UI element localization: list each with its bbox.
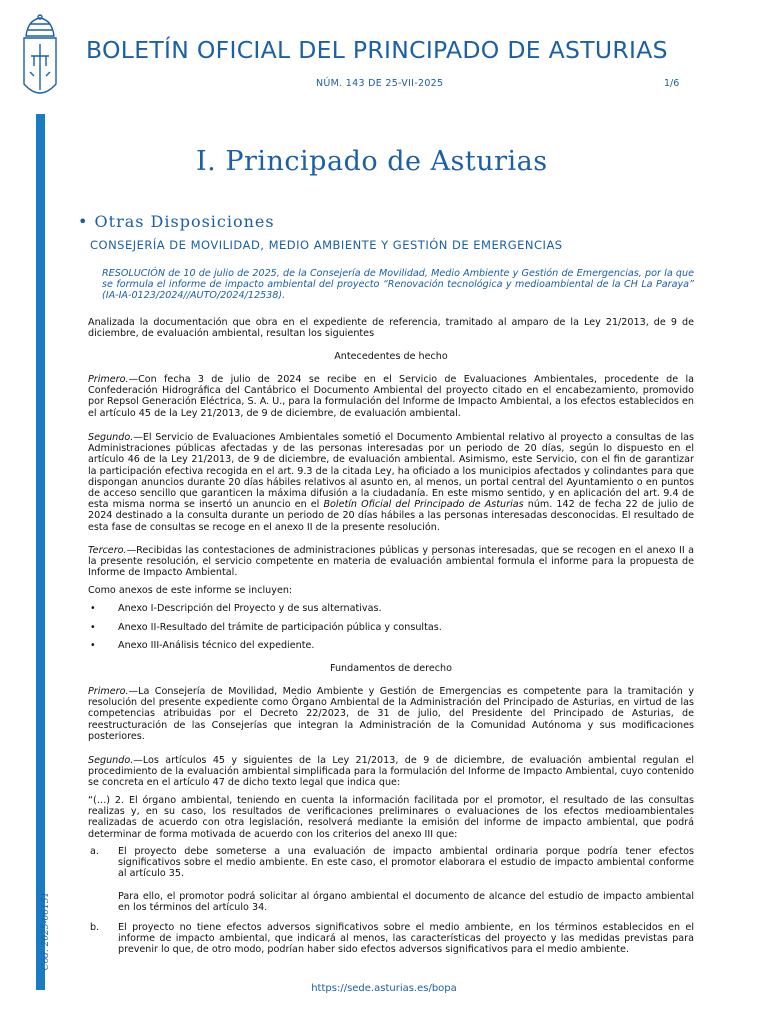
- page-number: 1/6: [664, 78, 680, 89]
- fundamento-primero-text: —La Consejería de Movilidad, Medio Ambiente y Gestión de Emergencias es competente para la tramitación y resolución del presente expediente como Órgano Ambiental de la Administración del Principado de Asturias, en virtud de las competencias atribuidas por el Decreto 22/2023, de 31 de julio, del Presidente del Principado de Asturias, de reestructuración de las Consejerías que integran la Administración de la Comunidad Autónoma y sus modificaciones posteriores.: [88, 686, 694, 742]
- anexo-item: Anexo I-Descripción del Proyecto y de sus alternativas.: [118, 603, 382, 614]
- item-marker: b.: [90, 922, 100, 933]
- bullet-icon: •: [90, 603, 96, 614]
- primero-label: Primero.: [88, 374, 129, 385]
- primero-text: —Con fecha 3 de julio de 2024 se recibe en el Servicio de Evaluaciones Ambientales, procedente de la Confederación Hidrográfica del Cantábrico el Documento Ambiental del proyecto citado en el encabezamiento, promovido por Repsol Generación Eléctrica, S. A. U., para la formulación del Informe de Impacto Ambiental, a los efectos establecidos en el artículo 45 de la Ley 21/2013, de 9 de diciembre, de evaluación ambiental.: [88, 374, 694, 419]
- fundamento-segundo-label: Segundo.: [88, 755, 134, 766]
- antecedentes-heading: Antecedentes de hecho: [334, 351, 448, 362]
- item-b-text: El proyecto no tiene efectos adversos significativos sobre el medio ambiente, en los términos establecidos en el informe de impacto ambiental, que indicará al menos, las características del proyecto y las medidas previstas para prevenir lo que, de otro modo, podrían haber sido efectos adversos significativos para el medio ambiente.: [118, 922, 694, 956]
- anexos-intro: Como anexos de este informe se incluyen:: [88, 585, 293, 596]
- intro-paragraph: Analizada la documentación que obra en el expediente de referencia, tramitado al amparo de la Ley 21/2013, de 9 de diciembre, de evaluación ambiental, resultan los siguientes: [88, 317, 694, 340]
- subsection-title: • Otras Disposiciones: [78, 212, 275, 231]
- fundamentos-heading: Fundamentos de derecho: [329, 663, 453, 674]
- segundo-label: Segundo.: [88, 432, 134, 443]
- item-marker: a.: [90, 846, 99, 857]
- bulletin-masthead: BOLETÍN OFICIAL DEL PRINCIPADO DE ASTURIAS: [86, 36, 668, 64]
- tercero-label: Tercero.: [88, 545, 127, 556]
- resolution-summary: RESOLUCIÓN de 10 de julio de 2025, de la Consejería de Movilidad, Medio Ambiente y Gestión de Emergencias, por la que se formula el informe de impacto ambiental del proyecto “Renovación tecnológica y medioambiental de la CH La Paraya” (IA-IA-0123/2024//AUTO/2024/12538).: [102, 268, 694, 302]
- department-name: [90, 238, 563, 252]
- fundamento-segundo: [88, 755, 694, 789]
- item-a-text: El proyecto debe someterse a una evaluación de impacto ambiental ordinaria porque podría tener efectos significativos sobre el medio ambiente. En este caso, el promotor elaborara el estudio de impacto ambiental conforme al artículo 35.: [118, 846, 694, 880]
- antecedente-tercero: [88, 545, 694, 579]
- document-code-text: Cód. 2025-06151: [41, 891, 52, 971]
- fundamento-segundo-text: —Los artículos 45 y siguientes de la Ley 21/2013, de 9 de diciembre, de evaluación ambiental regulan el procedimiento de la evaluación ambiental simplificada para la formulación del Informe de Impacto Ambiental, cuyo contenido se concreta en el artículo 47 de dicho texto legal que indica que:: [88, 755, 694, 789]
- antecedente-segundo: [88, 432, 694, 533]
- antecedente-primero: [88, 374, 694, 419]
- sede-link[interactable]: https://sede.asturias.es/bopa: [311, 983, 457, 994]
- segundo-boletin: Boletín Oficial del Principado de Asturias: [323, 499, 524, 511]
- bullet-icon: •: [90, 622, 96, 633]
- fundamento-primero: [88, 686, 694, 742]
- sidebar-stripe: [36, 114, 45, 990]
- fundamento-primero-label: Primero.: [88, 686, 129, 697]
- department-text: CONSEJERÍA DE MOVILIDAD, MEDIO AMBIENTE Y GESTIÓN DE EMERGENCIAS: [90, 238, 563, 252]
- segundo-text-a: —El Servicio de Evaluaciones Ambientales sometió el Documento Ambiental relativo al proyecto a consultas de las Administraciones públicas afectadas y de las personas interesadas por un periodo de 20 días, según lo dispuesto en el artículo 46 de la Ley 21/2013, de 9 de diciembre, de evaluación ambiental. Asimismo, este Servicio, con el fin de garantizar la participación efectiva recogida en el art. 9.3 de la citada Ley, ha oficiado a los municipios afectados y colindantes para que dispongan anuncios durante 20 días hábiles relativos al asunto en, al menos, un portal central del Ayuntamiento o en puntos de acceso sencillo que garanticen la máxima difusión a la ciudadanía. En este mismo sentido, y en aplicación del art. 9.4 de esta misma norma se insertó un anuncio en el: [88, 432, 694, 511]
- anexo-item: Anexo II-Resultado del trámite de participación pública y consultas.: [118, 622, 442, 633]
- legal-quote: “(…) 2. El órgano ambiental, teniendo en cuenta la información facilitada por el promotor, el resultado de las consultas realizas y, en su caso, los resultados de verificaciones preliminares o evaluaciones de los efectos medioambientales realizadas de acuerdo con otra legislación, resolverá mediante la emisión del informe de impacto ambiental, que podrá determinar de forma motivada de acuerdo con los criterios del anexo III que:: [88, 795, 694, 840]
- item-a-continuation: Para ello, el promotor podrá solicitar al órgano ambiental el documento de alcance del estudio de impacto ambiental en los términos del artículo 34.: [118, 891, 694, 914]
- section-title: I. Principado de Asturias: [196, 146, 548, 177]
- tercero-text: —Recibidas las contestaciones de administraciones públicas y personas interesadas, que se recogen en el anexo II a la presente resolución, el servicio competente en materia de evaluación ambiental formula el informe para la propuesta de Informe de Impacto Ambiental.: [88, 545, 694, 579]
- issue-number: NÚM. 143 DE 25-VII-2025: [316, 78, 444, 89]
- anexo-item: Anexo III-Análisis técnico del expediente.: [118, 640, 315, 651]
- asturias-coat-of-arms-icon: [16, 14, 64, 104]
- segundo-text-b: núm. 142 de fecha 22 de julio de 2024 destinado a la consulta durante un periodo de 20 días hábiles a las personas interesadas desconocidas. El resultado de esta fase de consultas se recoge en el anexo II de la presente resolución.: [88, 499, 694, 533]
- document-code: [31, 891, 52, 971]
- bullet-icon: •: [90, 640, 96, 651]
- footer-url: [0, 983, 768, 994]
